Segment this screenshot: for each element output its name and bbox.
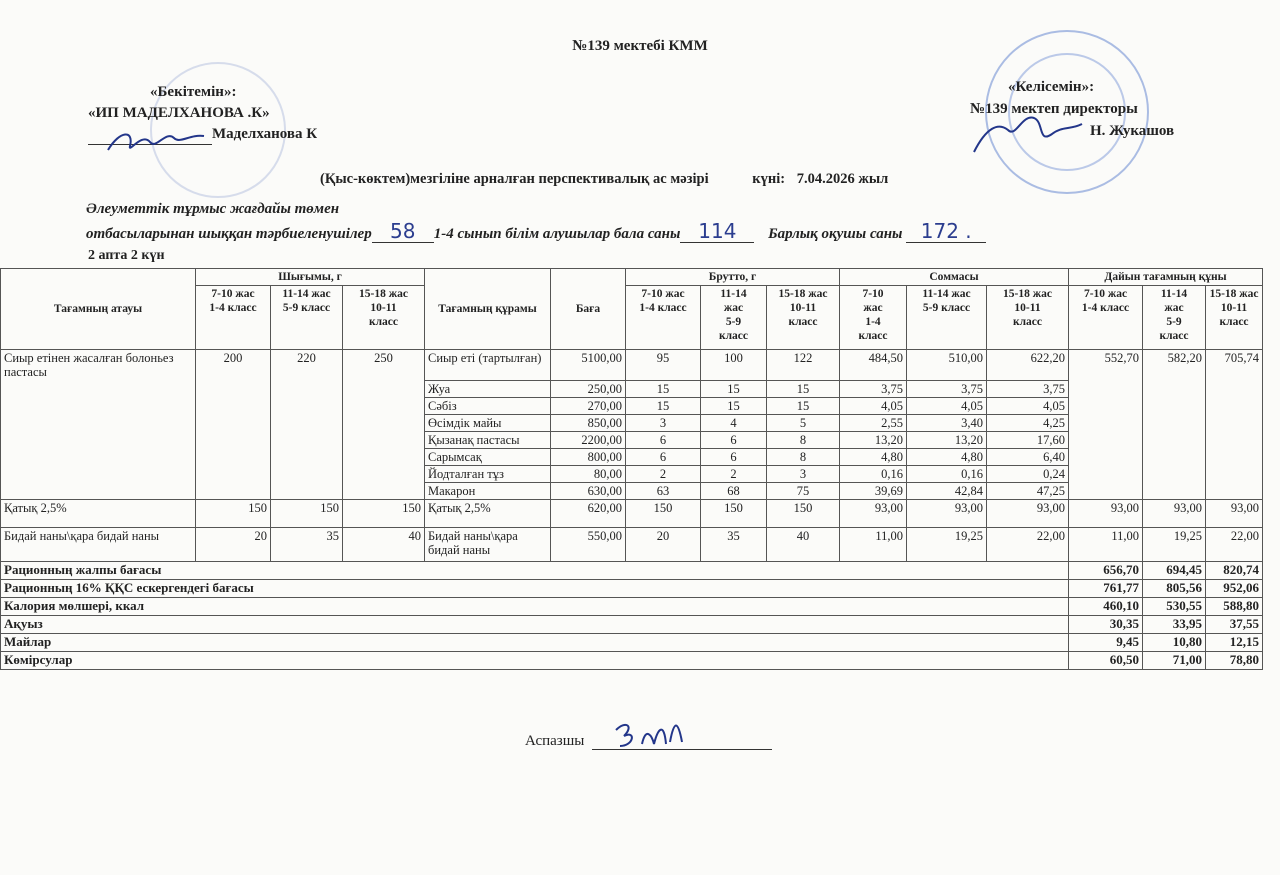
- dish-price-g2: 19,25: [1143, 528, 1206, 562]
- amount-value: 3,75: [907, 381, 987, 398]
- brutto-value: 6: [701, 449, 767, 466]
- brutto-value: 63: [626, 483, 701, 500]
- approval-left-title: «Бекітемін»:: [150, 84, 237, 100]
- total-row-protein: [1, 616, 1263, 634]
- brutto-value: 75: [767, 483, 840, 500]
- ingredient-name: Өсімдік майы: [425, 415, 551, 432]
- total-value: 805,56: [1143, 580, 1206, 598]
- ingredient-name: Макарон: [425, 483, 551, 500]
- ingredient-name: Бидай наны\қара бидай наны: [425, 528, 551, 562]
- amount-value: 6,40: [987, 449, 1069, 466]
- amount-value: 2,55: [840, 415, 907, 432]
- output-g3: 150: [343, 500, 425, 528]
- brutto-value: 40: [767, 528, 840, 562]
- price-g3: 15-18 жас 10-11 класс: [1206, 286, 1263, 350]
- brutto-value: 8: [767, 432, 840, 449]
- amount-value: 13,20: [907, 432, 987, 449]
- total-value: 588,80: [1206, 598, 1263, 616]
- approval-right-position: №139 мектеп директоры: [970, 101, 1138, 117]
- brutto-g2: 11-14 жас 5-9 класс: [701, 286, 767, 350]
- brutto-value: 150: [767, 500, 840, 528]
- brutto-value: 3: [767, 466, 840, 483]
- output-g1: 200: [196, 350, 271, 500]
- total-label: Калория мөлшері, ккал: [1, 598, 1069, 616]
- total-row-carbs: [1, 652, 1263, 670]
- dish-name: Қатық 2,5%: [1, 500, 196, 528]
- brutto-value: 35: [701, 528, 767, 562]
- menu-table: [0, 268, 1263, 670]
- col-dish-price: Дайын тағамның құны: [1069, 269, 1263, 286]
- menu-title: (Қыс-көктем)мезгіліне арналған перспективалық ас мәзірі: [320, 171, 709, 187]
- dish-name: Бидай наны\қара бидай наны: [1, 528, 196, 562]
- amount-value: 42,84: [907, 483, 987, 500]
- total-value: 33,95: [1143, 616, 1206, 634]
- brutto-value: 4: [701, 415, 767, 432]
- approval-left-name: Маделханова К: [212, 126, 318, 142]
- brutto-value: 5: [767, 415, 840, 432]
- amount-value: 0,24: [987, 466, 1069, 483]
- brutto-value: 15: [767, 398, 840, 415]
- table-row: [1, 500, 1263, 528]
- dish-price-g1: 11,00: [1069, 528, 1143, 562]
- ingredient-name: Йодталған тұз: [425, 466, 551, 483]
- out-g1: 7-10 жас 1-4 класс: [196, 286, 271, 350]
- total-value: 761,77: [1069, 580, 1143, 598]
- amount-value: 3,40: [907, 415, 987, 432]
- approval-right-title: «Келісемін»:: [1008, 79, 1095, 95]
- brutto-value: 2: [701, 466, 767, 483]
- pupil-info: [86, 198, 986, 245]
- amount-value: 510,00: [907, 350, 987, 381]
- total-label: Майлар: [1, 634, 1069, 652]
- amount-value: 0,16: [907, 466, 987, 483]
- amount-value: 93,00: [987, 500, 1069, 528]
- ingredient-name: Сиыр еті (тартылған): [425, 350, 551, 381]
- amount-value: 4,25: [987, 415, 1069, 432]
- amount-value: 11,00: [840, 528, 907, 562]
- signature-left: [100, 122, 210, 162]
- ingredient-name: Сарымсақ: [425, 449, 551, 466]
- amount-value: 17,60: [987, 432, 1069, 449]
- dish-price-g3: 705,74: [1206, 350, 1263, 500]
- brutto-value: 2: [626, 466, 701, 483]
- brutto-value: 8: [767, 449, 840, 466]
- amount-value: 3,75: [987, 381, 1069, 398]
- total-label: Көмірсулар: [1, 652, 1069, 670]
- total-value: 78,80: [1206, 652, 1263, 670]
- amount-value: 22,00: [987, 528, 1069, 562]
- menu-title-row: [320, 171, 888, 188]
- amount-value: 484,50: [840, 350, 907, 381]
- brutto-value: 15: [701, 381, 767, 398]
- total-label: Рационның жалпы бағасы: [1, 562, 1069, 580]
- total-value: 530,55: [1143, 598, 1206, 616]
- total-label: Барлық оқушы саны: [768, 226, 903, 242]
- total-value: 656,70: [1069, 562, 1143, 580]
- dish-price-g3: 93,00: [1206, 500, 1263, 528]
- cook-label: Аспазшы: [525, 733, 585, 749]
- table-row: [1, 350, 1263, 381]
- total-value: 30,35: [1069, 616, 1143, 634]
- dish-price-g1: 552,70: [1069, 350, 1143, 500]
- total-value: 694,45: [1143, 562, 1206, 580]
- total-value: 10,80: [1143, 634, 1206, 652]
- amount-value: 0,16: [840, 466, 907, 483]
- total-label: Рационның 16% ҚҚС ескергендегі бағасы: [1, 580, 1069, 598]
- col-amount: Соммасы: [840, 269, 1069, 286]
- amount-value: 39,69: [840, 483, 907, 500]
- count-social: 58: [372, 220, 434, 243]
- total-value: 37,55: [1206, 616, 1263, 634]
- col-brutto: Брутто, г: [626, 269, 840, 286]
- dish-price-g2: 582,20: [1143, 350, 1206, 500]
- ingredient-name: Қатық 2,5%: [425, 500, 551, 528]
- brutto-value: 150: [626, 500, 701, 528]
- ingredient-price: 270,00: [551, 398, 626, 415]
- total-value: 820,74: [1206, 562, 1263, 580]
- amount-value: 622,20: [987, 350, 1069, 381]
- output-g2: 150: [271, 500, 343, 528]
- approval-left-org: «ИП МАДЕЛХАНОВА .К»: [88, 105, 270, 121]
- total-row-price: [1, 562, 1263, 580]
- amount-g3: 15-18 жас 10-11 класс: [987, 286, 1069, 350]
- ingredient-price: 800,00: [551, 449, 626, 466]
- info-line-1: Әлеуметтік тұрмыс жағдайы төмен: [86, 201, 340, 217]
- brutto-value: 6: [626, 432, 701, 449]
- brutto-g3: 15-18 жас 10-11 класс: [767, 286, 840, 350]
- ingredient-price: 630,00: [551, 483, 626, 500]
- brutto-value: 6: [701, 432, 767, 449]
- total-row-calories: [1, 598, 1263, 616]
- amount-value: 4,05: [987, 398, 1069, 415]
- amount-value: 19,25: [907, 528, 987, 562]
- total-value: 12,15: [1206, 634, 1263, 652]
- output-g3: 40: [343, 528, 425, 562]
- ingredient-name: Жуа: [425, 381, 551, 398]
- dish-price-g2: 93,00: [1143, 500, 1206, 528]
- total-value: 952,06: [1206, 580, 1263, 598]
- table-header-row-1: [1, 269, 1263, 286]
- ingredient-name: Сәбіз: [425, 398, 551, 415]
- output-g2: 35: [271, 528, 343, 562]
- table-row: [1, 528, 1263, 562]
- output-g2: 220: [271, 350, 343, 500]
- total-value: 9,45: [1069, 634, 1143, 652]
- amount-g2: 11-14 жас 5-9 класс: [907, 286, 987, 350]
- out-g3: 15-18 жас 10-11 класс: [343, 286, 425, 350]
- ingredient-price: 5100,00: [551, 350, 626, 381]
- info-social-label: отбасыларынан шыққан тәрбиеленушілер: [86, 226, 372, 242]
- output-g3: 250: [343, 350, 425, 500]
- brutto-value: 122: [767, 350, 840, 381]
- brutto-value: 15: [767, 381, 840, 398]
- amount-value: 93,00: [840, 500, 907, 528]
- brutto-value: 15: [626, 381, 701, 398]
- count-1-4: 114: [680, 220, 754, 243]
- total-label: Ақуыз: [1, 616, 1069, 634]
- date-label: күні:: [752, 171, 786, 187]
- brutto-value: 150: [701, 500, 767, 528]
- dish-price-g1: 93,00: [1069, 500, 1143, 528]
- ingredient-price: 850,00: [551, 415, 626, 432]
- ingredient-price: 620,00: [551, 500, 626, 528]
- amount-g1: 7-10 жас 1-4 класс: [840, 286, 907, 350]
- amount-value: 4,05: [840, 398, 907, 415]
- ingredient-name: Қызанақ пастасы: [425, 432, 551, 449]
- brutto-value: 15: [626, 398, 701, 415]
- school-name: №139 мектебі КММ: [572, 38, 708, 54]
- col-price: Баға: [551, 269, 626, 350]
- amount-value: 93,00: [907, 500, 987, 528]
- total-row-vat: [1, 580, 1263, 598]
- total-value: 71,00: [1143, 652, 1206, 670]
- total-row-fats: [1, 634, 1263, 652]
- ingredient-price: 80,00: [551, 466, 626, 483]
- output-g1: 20: [196, 528, 271, 562]
- signature-right: [968, 108, 1088, 164]
- ingredient-price: 2200,00: [551, 432, 626, 449]
- brutto-value: 15: [701, 398, 767, 415]
- brutto-value: 95: [626, 350, 701, 381]
- count-total: 172 .: [906, 220, 986, 243]
- brutto-g1: 7-10 жас 1-4 класс: [626, 286, 701, 350]
- amount-value: 4,80: [907, 449, 987, 466]
- signature-cook: [612, 716, 692, 752]
- brutto-value: 100: [701, 350, 767, 381]
- pupils-1-4-label: 1-4 сынып білім алушылар бала саны: [433, 226, 681, 242]
- amount-value: 4,80: [840, 449, 907, 466]
- week-day: 2 апта 2 күн: [88, 248, 165, 263]
- brutto-value: 20: [626, 528, 701, 562]
- amount-value: 3,75: [840, 381, 907, 398]
- date-value: 7.04.2026 жыл: [796, 171, 889, 187]
- amount-value: 47,25: [987, 483, 1069, 500]
- approval-right-name: Н. Жукашов: [1090, 123, 1175, 139]
- info-line-2: [86, 220, 986, 245]
- col-output: Шығымы, г: [196, 269, 425, 286]
- out-g2: 11-14 жас 5-9 класс: [271, 286, 343, 350]
- price-g2: 11-14 жас 5-9 класс: [1143, 286, 1206, 350]
- output-g1: 150: [196, 500, 271, 528]
- col-composition: Тағамның құрамы: [425, 269, 551, 350]
- brutto-value: 6: [626, 449, 701, 466]
- price-g1: 7-10 жас 1-4 класс: [1069, 286, 1143, 350]
- ingredient-price: 550,00: [551, 528, 626, 562]
- amount-value: 13,20: [840, 432, 907, 449]
- brutto-value: 68: [701, 483, 767, 500]
- amount-value: 4,05: [907, 398, 987, 415]
- brutto-value: 3: [626, 415, 701, 432]
- col-dish: Тағамның атауы: [1, 269, 196, 350]
- total-value: 460,10: [1069, 598, 1143, 616]
- dish-name: Сиыр етінен жасалған болоньез пастасы: [1, 350, 196, 500]
- dish-price-g3: 22,00: [1206, 528, 1263, 562]
- ingredient-price: 250,00: [551, 381, 626, 398]
- total-value: 60,50: [1069, 652, 1143, 670]
